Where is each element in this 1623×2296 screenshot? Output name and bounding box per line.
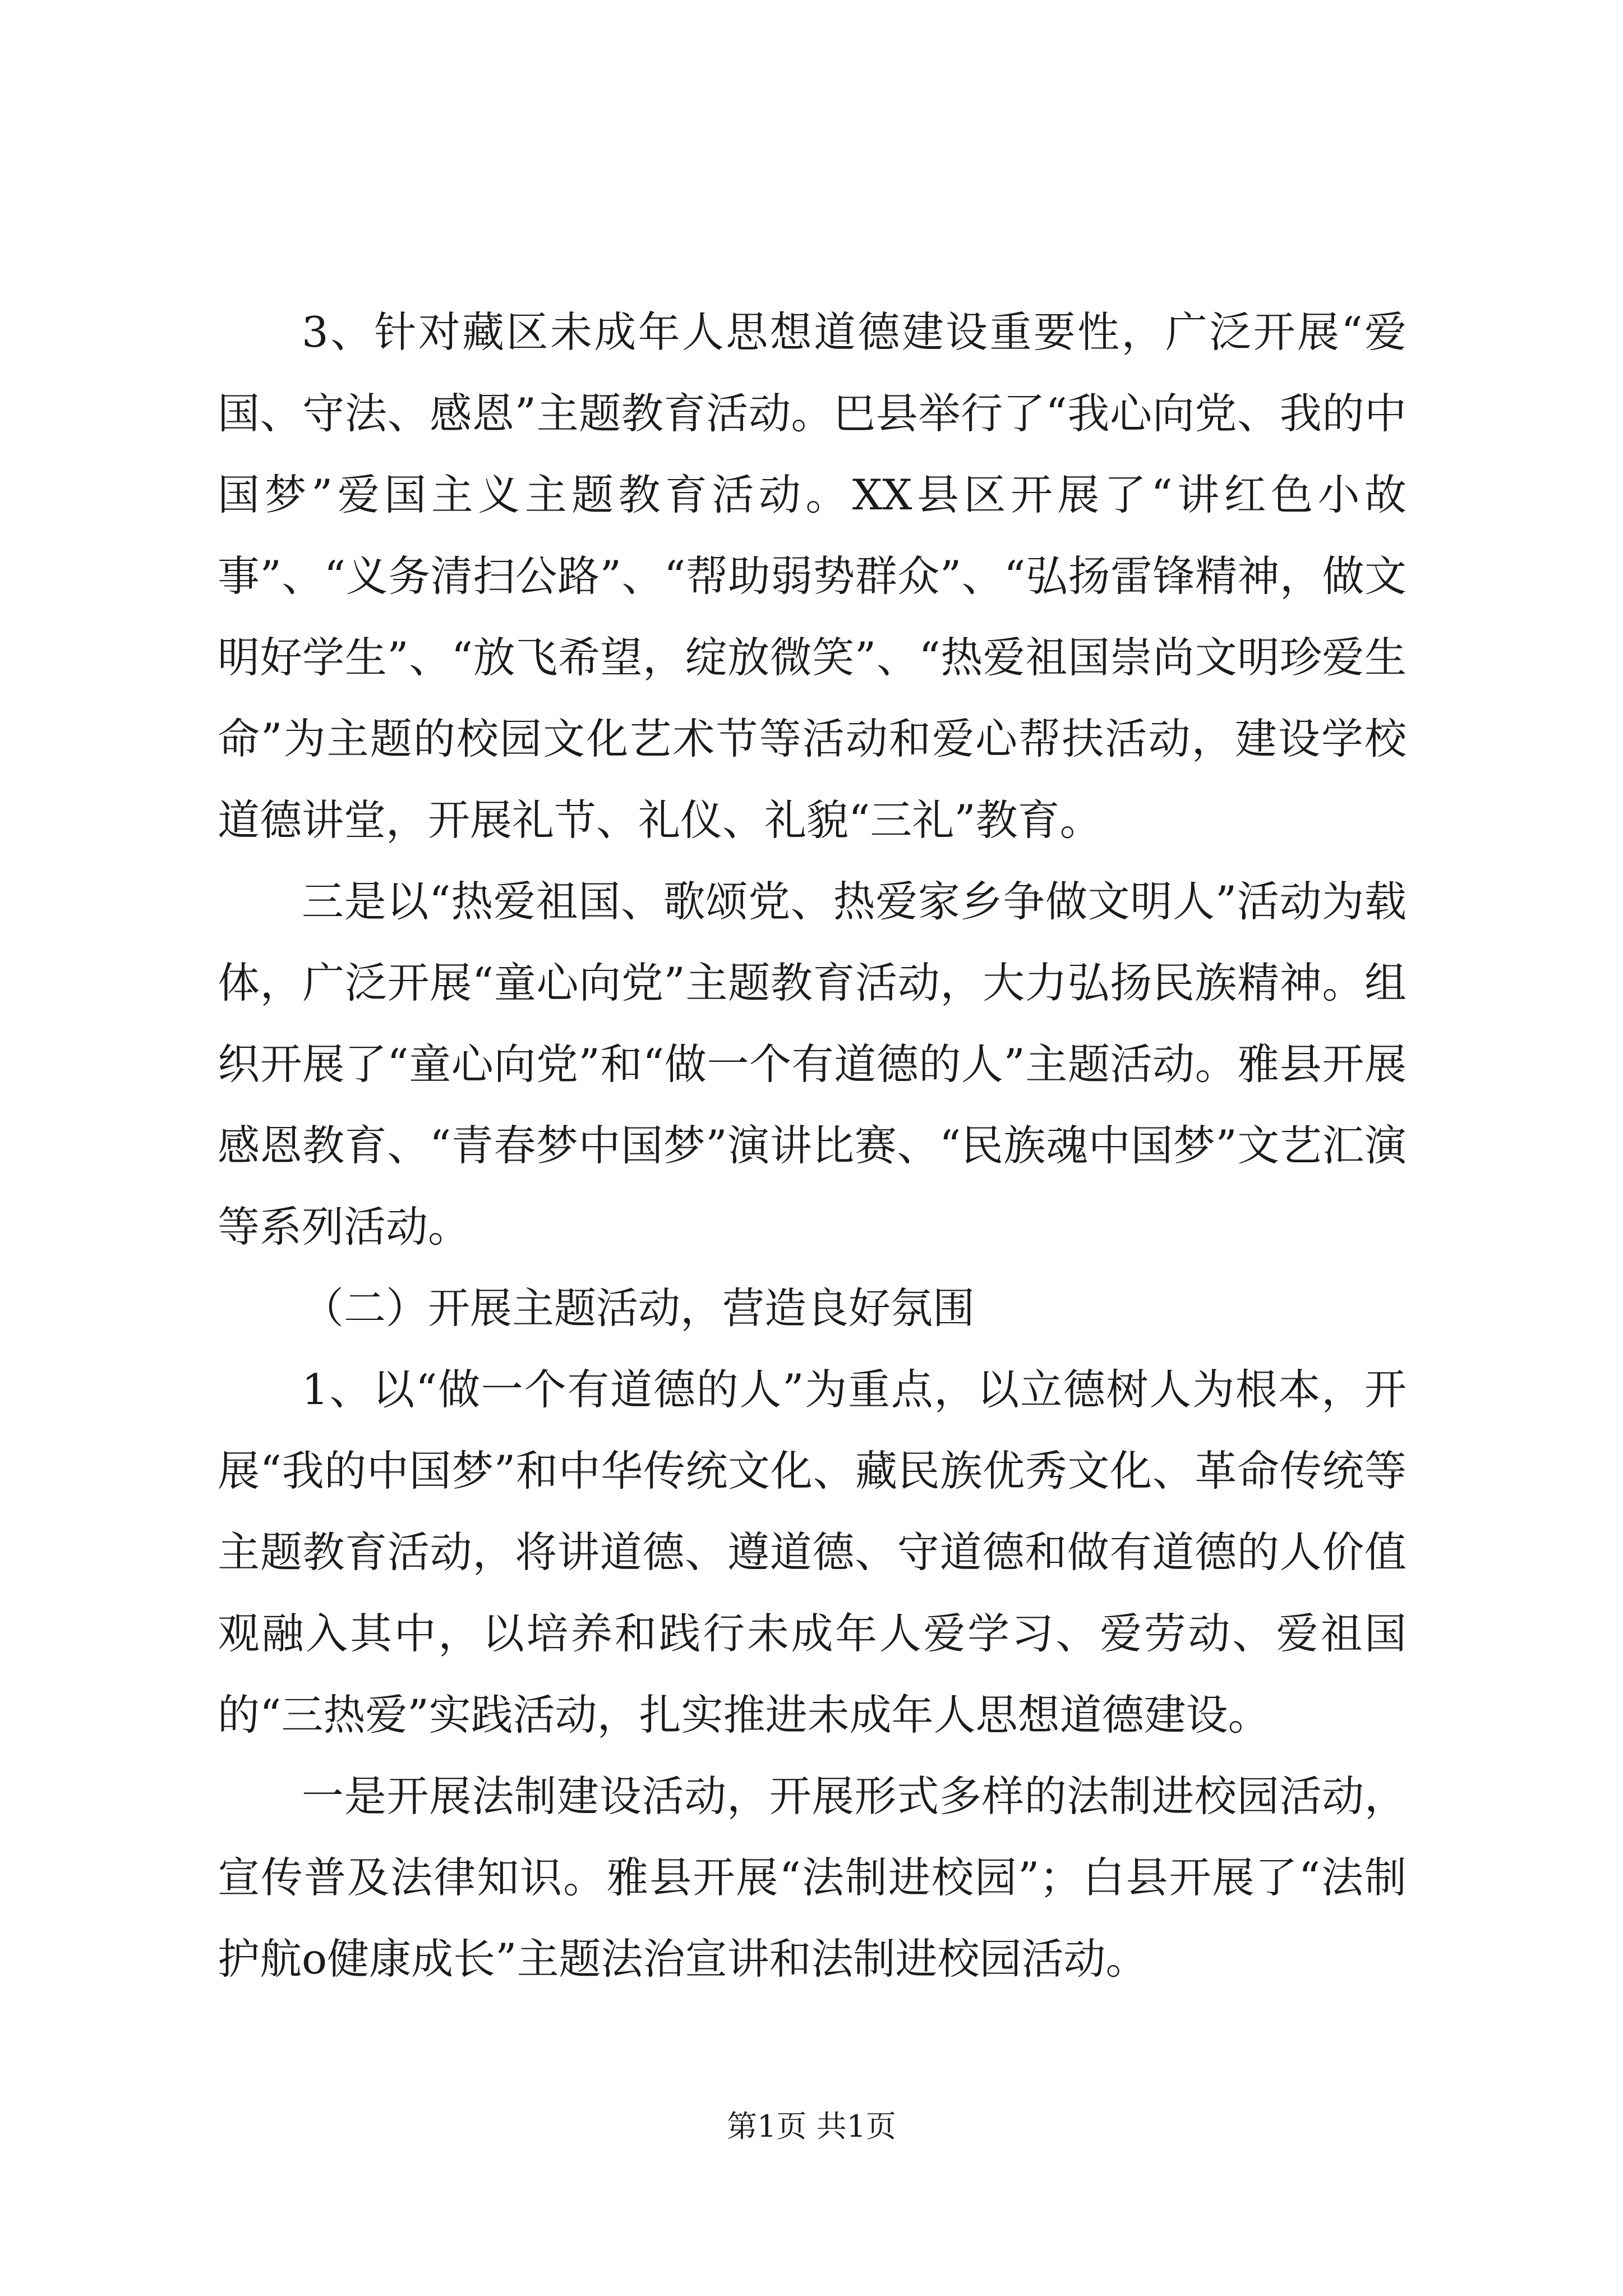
section-heading: （二）开展主题活动，营造良好氛围 xyxy=(302,1283,975,1333)
paragraph-1: 3、针对藏区未成年人思想道德建设重要性，广泛开展“爱国、守法、感恩”主题教育活动。巴县举行了“我心向党、我的中国梦”爱国主义主题教育活动。XX县区开展了“讲红色小故事”、“义务清扫公路”、“帮助弱势群众”、“弘扬雷锋精神，做文明好学生”、“放飞希望，绽放微笑”、“热爱祖国崇尚文明珍爱生命”为主题的校园文化艺术节等活动和爱心帮扶活动，建设学校道德讲堂，开展礼节、礼仪、礼貌“三礼”教育。 xyxy=(218,307,1407,845)
page-footer: 第1页 共1页 xyxy=(727,2109,896,2144)
document-body xyxy=(218,292,1407,2000)
paragraph-4: 一是开展法制建设活动，开展形式多样的法制进校园活动，宣传普及法律知识。雅县开展“法制进校园”；白县开展了“法制护航o健康成长”主题法治宣讲和法制进校园活动。 xyxy=(218,1772,1407,1984)
paragraph-3: 1、以“做一个有道德的人”为重点，以立德树人为根本，开展“我的中国梦”和中华传统文化、藏民族优秀文化、革命传统等主题教育活动，将讲道德、遵道德、守道德和做有道德的人价值观融入其中，以培养和践行未成年人爱学习、爱劳动、爱祖国的“三热爱”实践活动，扎实推进未成年人思想道德建设。 xyxy=(218,1365,1407,1740)
paragraph-2: 三是以“热爱祖国、歌颂党、热爱家乡争做文明人”活动为载体，广泛开展“童心向党”主题教育活动，大力弘扬民族精神。组织开展了“童心向党”和“做一个有道德的人”主题活动。雅县开展感恩教育、“青春梦中国梦”演讲比赛、“民族魂中国梦”文艺汇演等系列活动。 xyxy=(218,877,1407,1251)
